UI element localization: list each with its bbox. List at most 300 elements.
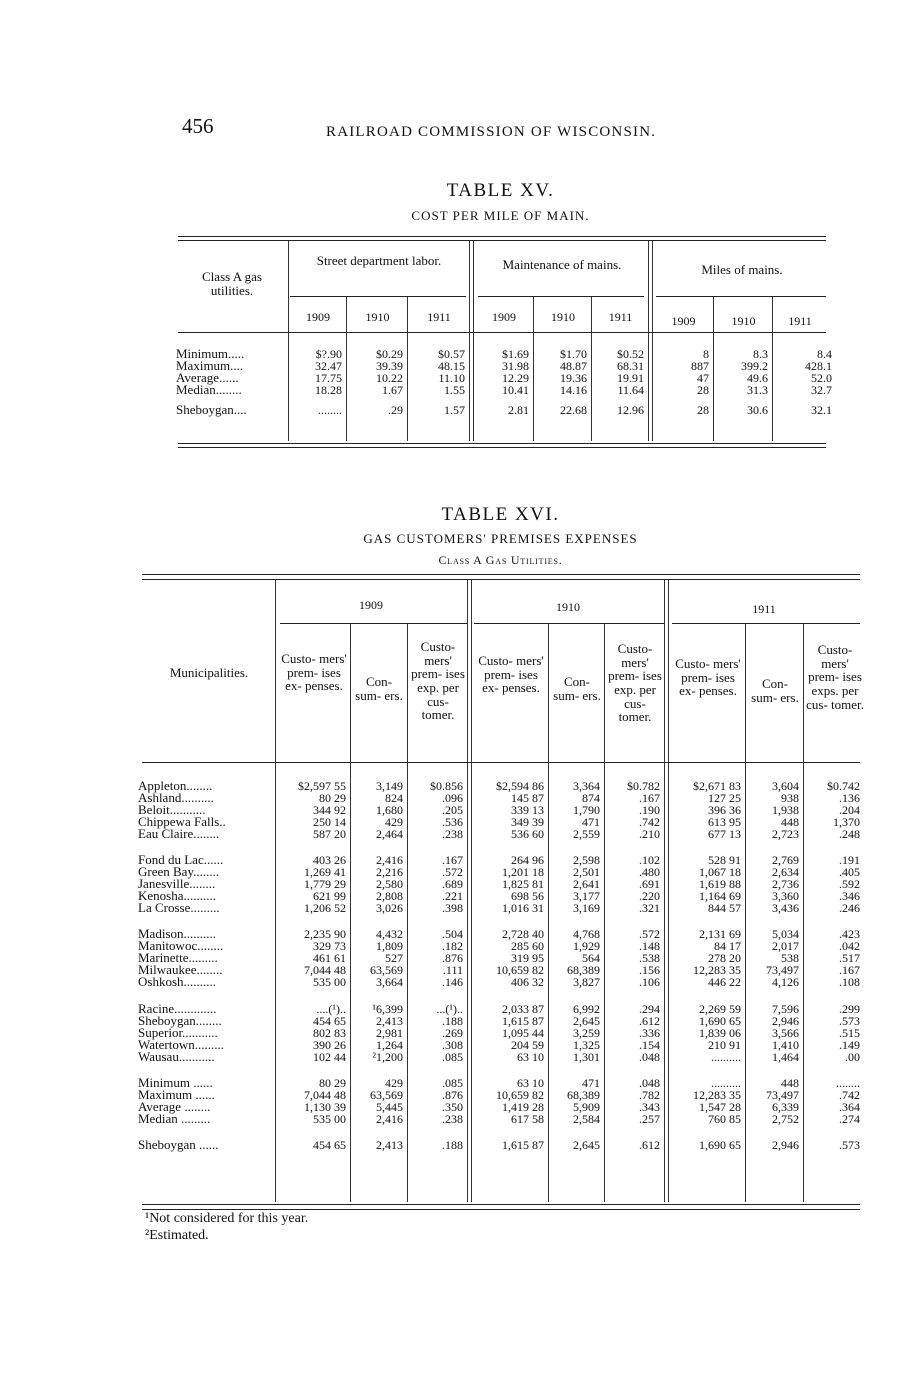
page-number: 456 <box>182 114 214 138</box>
table-cell: 617 58 <box>511 1112 544 1126</box>
table-cell: .204 <box>839 803 860 817</box>
row-label: Minimum..... <box>176 346 245 361</box>
table-cell: 2,641 <box>573 877 600 891</box>
table-cell: .308 <box>442 1038 463 1052</box>
table-cell: 1.67 <box>382 383 403 397</box>
year-label: 1911 <box>752 602 776 616</box>
table-cell: 145 87 <box>511 791 544 805</box>
table-cell: .612 <box>639 1014 660 1028</box>
table-cell: .048 <box>639 1076 660 1090</box>
table16-body <box>138 780 864 1151</box>
table-cell: $2,671 83 <box>693 779 741 793</box>
year-label: 1910 <box>365 310 390 324</box>
table-cell: 2,598 <box>573 853 600 867</box>
table-cell: .29 <box>388 403 403 417</box>
table-cell: 4,768 <box>573 927 600 941</box>
table-cell: .876 <box>442 1088 463 1102</box>
table-cell: .096 <box>442 791 463 805</box>
table-cell: 3,259 <box>573 1026 600 1040</box>
table-cell: 2,645 <box>573 1014 600 1028</box>
table-cell: .167 <box>442 853 463 867</box>
table-cell: 68.31 <box>617 359 644 373</box>
row-label: Milwaukee........ <box>138 962 223 977</box>
table-cell: .257 <box>639 1112 660 1126</box>
row-label: Marinette......... <box>138 950 218 965</box>
table-cell: $0.782 <box>627 779 660 793</box>
table-cell: 19.91 <box>617 371 644 385</box>
table-cell: 1,067 18 <box>699 865 741 879</box>
table-cell: 1,164 69 <box>699 889 741 903</box>
table-cell: 11.64 <box>617 383 644 397</box>
table-cell: ....(¹).. <box>316 1002 346 1016</box>
table-cell: 538 <box>781 951 799 965</box>
table-cell: .294 <box>639 1002 660 1016</box>
table-cell: 22.68 <box>560 403 587 417</box>
table-cell: 3,827 <box>573 975 600 989</box>
row-label: Sheboygan.... <box>176 402 247 417</box>
table-cell: 2,033 87 <box>502 1002 544 1016</box>
table-row <box>138 1051 864 1063</box>
table-cell: 2,645 <box>573 1138 600 1152</box>
table16-title: TABLE XVI. <box>441 504 560 525</box>
table-cell: .167 <box>839 963 860 977</box>
table-row <box>138 792 864 804</box>
table-cell: 448 <box>781 815 799 829</box>
rule <box>656 296 826 297</box>
table-cell: 84 17 <box>714 939 741 953</box>
table-cell: 564 <box>582 951 600 965</box>
table-cell: 2,501 <box>573 865 600 879</box>
table-cell: 210 91 <box>708 1038 741 1052</box>
table-cell: 446 22 <box>708 975 741 989</box>
table-cell: .188 <box>442 1138 463 1152</box>
row-label: Sheboygan ...... <box>138 1137 219 1152</box>
table-cell: $1.69 <box>502 347 529 361</box>
table-cell: 1,269 41 <box>304 865 346 879</box>
table-cell: .154 <box>639 1038 660 1052</box>
table-cell: .00 <box>845 1050 860 1064</box>
table-cell: 760 85 <box>708 1112 741 1126</box>
table-cell: 2,580 <box>376 877 403 891</box>
table-cell: 6,339 <box>772 1100 799 1114</box>
table-cell: 7,596 <box>772 1002 799 1016</box>
row-label: Appleton........ <box>138 778 213 793</box>
table-cell: 1,790 <box>573 803 600 817</box>
column-header: Custo- mers' prem- ises ex- penses. <box>478 653 544 696</box>
table-cell: 63,569 <box>370 963 403 977</box>
table-row <box>176 404 836 416</box>
table-cell: 1,619 88 <box>699 877 741 891</box>
table-cell: 2,216 <box>376 865 403 879</box>
table-cell: 1,464 <box>772 1050 799 1064</box>
table-cell: 698 56 <box>511 889 544 903</box>
table-cell: 406 32 <box>511 975 544 989</box>
table-cell: .572 <box>639 927 660 941</box>
table-cell: .085 <box>442 1076 463 1090</box>
table-cell: .106 <box>639 975 660 989</box>
table-cell: 2,017 <box>772 939 799 953</box>
table-cell: .246 <box>839 901 860 915</box>
table-cell: .188 <box>442 1014 463 1028</box>
table-cell: 824 <box>385 791 403 805</box>
table-cell: 14.16 <box>560 383 587 397</box>
table-cell: .612 <box>639 1138 660 1152</box>
row-label: Ashland.......... <box>138 790 214 805</box>
year-label: 1911 <box>427 310 451 324</box>
table-cell: 1,690 65 <box>699 1014 741 1028</box>
table-cell: 396 36 <box>708 803 741 817</box>
table-row <box>138 964 864 976</box>
row-label: Oshkosh.......... <box>138 974 217 989</box>
row-label: Minimum ...... <box>138 1075 213 1090</box>
table-cell: 2,946 <box>772 1014 799 1028</box>
table-row <box>138 1039 864 1051</box>
table-cell: .085 <box>442 1050 463 1064</box>
table-cell: 10,659 82 <box>496 1088 544 1102</box>
table-cell: 874 <box>582 791 600 805</box>
running-head: RAILROAD COMMISSION OF WISCONSIN. <box>326 124 657 140</box>
table-cell: 8.4 <box>817 347 832 361</box>
table-cell: 536 60 <box>511 827 544 841</box>
table-cell: .274 <box>839 1112 860 1126</box>
table-cell: .042 <box>839 939 860 953</box>
table-row <box>138 780 864 792</box>
year-label: 1909 <box>306 310 330 324</box>
table-cell: 802 83 <box>313 1026 346 1040</box>
table-cell: .336 <box>639 1026 660 1040</box>
footnote: ¹Not considered for this year. <box>145 1211 309 1226</box>
table-cell: 4,126 <box>772 975 799 989</box>
table-cell: .108 <box>839 975 860 989</box>
column-header: Con- sum- ers. <box>553 674 601 703</box>
year-label: 1909 <box>492 310 516 324</box>
table-cell: 10,659 82 <box>496 963 544 977</box>
table-cell: .......... <box>711 1076 741 1090</box>
table-cell: 127 25 <box>708 791 741 805</box>
table15-subtitle: COST PER MILE OF MAIN. <box>411 208 590 223</box>
row-label: Madison.......... <box>138 926 216 941</box>
table-row <box>138 866 864 878</box>
table-cell: 7,044 48 <box>304 1088 346 1102</box>
table-cell: 63 10 <box>517 1076 544 1090</box>
table-cell: 448 <box>781 1076 799 1090</box>
rule <box>178 447 826 448</box>
table-cell: .136 <box>839 791 860 805</box>
table-cell: 102 44 <box>313 1050 346 1064</box>
table-cell: .102 <box>639 853 660 867</box>
table-row <box>138 902 864 914</box>
table-cell: 2,416 <box>376 1112 403 1126</box>
table-cell: 11.10 <box>438 371 465 385</box>
table-cell: 48.87 <box>560 359 587 373</box>
table-cell: 2,752 <box>772 1112 799 1126</box>
table-cell: 339 13 <box>511 803 544 817</box>
table-cell: 2,584 <box>573 1112 600 1126</box>
table-cell: 52.0 <box>811 371 832 385</box>
table-cell: 2,464 <box>376 827 403 841</box>
table-cell: 2,559 <box>573 827 600 841</box>
table-cell: $1.70 <box>560 347 587 361</box>
rule <box>280 623 468 624</box>
table-row <box>138 1089 864 1101</box>
year-label: 1909 <box>671 314 696 328</box>
table-cell: 7,044 48 <box>304 963 346 977</box>
table-cell: 1,201 18 <box>502 865 544 879</box>
table-cell: 535 00 <box>313 1112 346 1126</box>
table-cell: 1.55 <box>444 383 465 397</box>
table-cell: 12,283 35 <box>693 1088 741 1102</box>
footnote: ²Estimated. <box>145 1228 209 1243</box>
table-cell: 2,808 <box>376 889 403 903</box>
table-cell: 2,634 <box>772 865 799 879</box>
table-cell: 390 26 <box>313 1038 346 1052</box>
table-cell: 527 <box>385 951 403 965</box>
row-label: Maximum ...... <box>138 1087 215 1102</box>
table-cell: 17.75 <box>315 371 342 385</box>
table-cell: 1,839 06 <box>699 1026 741 1040</box>
table-cell: 461 61 <box>313 951 346 965</box>
table-row <box>138 828 864 840</box>
table-cell: 2,413 <box>376 1014 403 1028</box>
column-header: Con- sum- ers. <box>355 674 403 703</box>
table-row <box>138 976 864 988</box>
table-cell: .689 <box>442 877 463 891</box>
table-cell: 2.81 <box>508 403 529 417</box>
table-cell: 621 99 <box>313 889 346 903</box>
table-cell: 535 00 <box>313 975 346 989</box>
table-row <box>138 1113 864 1125</box>
table-cell: 10.41 <box>502 383 529 397</box>
table-cell: 1,301 <box>573 1050 600 1064</box>
table-cell: .191 <box>839 853 860 867</box>
year-label: 1910 <box>556 600 580 614</box>
table-cell: 6,992 <box>573 1002 600 1016</box>
row-label: Maximum.... <box>176 358 244 373</box>
table-cell: .346 <box>839 889 860 903</box>
table-cell: 63 10 <box>517 1050 544 1064</box>
table-cell: ........ <box>318 403 342 417</box>
table-cell: 8 <box>703 347 709 361</box>
table-cell: 887 <box>691 359 709 373</box>
year-label: 1910 <box>731 314 756 328</box>
table-cell: 344 92 <box>313 803 346 817</box>
table-cell: 30.6 <box>747 403 768 417</box>
table-cell: 1,016 31 <box>502 901 544 915</box>
table-cell: 204 59 <box>511 1038 544 1052</box>
table-cell: 10.22 <box>376 371 403 385</box>
table-cell: .742 <box>839 1088 860 1102</box>
table-cell: .536 <box>442 815 463 829</box>
table-cell: 3,566 <box>772 1026 799 1040</box>
rule <box>178 332 826 333</box>
table-cell: .269 <box>442 1026 463 1040</box>
row-label: Sheboygan........ <box>138 1013 222 1028</box>
table-cell: 2,413 <box>376 1138 403 1152</box>
year-label: 1910 <box>551 310 575 324</box>
table-cell: 429 <box>385 1076 403 1090</box>
table-cell: 63,569 <box>370 1088 403 1102</box>
table-cell: .182 <box>442 939 463 953</box>
table-cell: 403 26 <box>313 853 346 867</box>
table-cell: 47 <box>697 371 709 385</box>
table-cell: 32.7 <box>811 383 832 397</box>
table-cell: $0.29 <box>376 347 403 361</box>
row-label: Wausau........... <box>138 1049 215 1064</box>
table-cell: 677 13 <box>708 827 741 841</box>
table-cell: 1,690 65 <box>699 1138 741 1152</box>
row-label: Average ........ <box>138 1099 211 1114</box>
table-cell: 68,389 <box>567 1088 600 1102</box>
table-cell: 19.36 <box>560 371 587 385</box>
table-cell: .220 <box>639 889 660 903</box>
table-cell: .321 <box>639 901 660 915</box>
table-row <box>138 940 864 952</box>
table-cell: 1,095 44 <box>502 1026 544 1040</box>
table-cell: .343 <box>639 1100 660 1114</box>
table-cell: ...(¹).. <box>436 1002 463 1016</box>
table-cell: ¹6,399 <box>372 1002 403 1016</box>
table-cell: .876 <box>442 951 463 965</box>
row-label: La Crosse......... <box>138 900 220 915</box>
table-cell: $0.856 <box>430 779 463 793</box>
table-cell: $0.57 <box>438 347 465 361</box>
table-cell: 429 <box>385 815 403 829</box>
table-cell: 12.96 <box>617 403 644 417</box>
row-label: Eau Claire........ <box>138 826 220 841</box>
row-label: Average...... <box>176 370 239 385</box>
table15-body <box>176 348 836 416</box>
table-cell: 31.98 <box>502 359 529 373</box>
table-cell: .148 <box>639 939 660 953</box>
table15-group-header: Street department labor. <box>316 253 442 268</box>
rule <box>142 762 860 763</box>
row-label: Watertown......... <box>138 1037 224 1052</box>
table-cell: 1,419 28 <box>502 1100 544 1114</box>
table-cell: 28 <box>697 383 709 397</box>
table-cell: 428.1 <box>805 359 832 373</box>
table-cell: .691 <box>639 877 660 891</box>
table-cell: 3,177 <box>573 889 600 903</box>
rule <box>142 574 860 575</box>
table-cell: 1,809 <box>376 939 403 953</box>
table-cell: .350 <box>442 1100 463 1114</box>
table-cell: 3,604 <box>772 779 799 793</box>
table-cell: 1,547 28 <box>699 1100 741 1114</box>
year-label: 1911 <box>788 314 812 328</box>
table-cell: .......... <box>711 1050 741 1064</box>
rule <box>178 236 826 237</box>
table-cell: 3,360 <box>772 889 799 903</box>
table-cell: 28 <box>697 403 709 417</box>
table-cell: .149 <box>839 1038 860 1052</box>
table-cell: 5,445 <box>376 1100 403 1114</box>
table-cell: .167 <box>639 791 660 805</box>
table-cell: 587 20 <box>313 827 346 841</box>
row-label: Kenosha.......... <box>138 888 216 903</box>
table-cell: 454 65 <box>313 1138 346 1152</box>
table-cell: 5,034 <box>772 927 799 941</box>
table-cell: 329 73 <box>313 939 346 953</box>
table-cell: 48.15 <box>438 359 465 373</box>
column-header: Custo- mers' prem- ises exps. per cus- tomer. <box>806 642 864 712</box>
table-cell: .480 <box>639 865 660 879</box>
table-cell: 3,664 <box>376 975 403 989</box>
table-cell: 1,264 <box>376 1038 403 1052</box>
table-cell: 2,235 90 <box>304 927 346 941</box>
table-cell: .742 <box>639 815 660 829</box>
table-cell: .205 <box>442 803 463 817</box>
table-cell: 250 14 <box>313 815 346 829</box>
table-cell: .238 <box>442 827 463 841</box>
table-cell: 2,769 <box>772 853 799 867</box>
table-cell: 2,131 69 <box>699 927 741 941</box>
table-cell: 1,370 <box>833 815 860 829</box>
table-cell: .190 <box>639 803 660 817</box>
table-cell: 31.3 <box>747 383 768 397</box>
table-cell: .538 <box>639 951 660 965</box>
table-cell: 32.47 <box>315 359 342 373</box>
table-cell: 1,615 87 <box>502 1138 544 1152</box>
row-label: Fond du Lac...... <box>138 852 224 867</box>
year-label: 1911 <box>608 310 633 324</box>
table-cell: .592 <box>839 877 860 891</box>
table-cell: 73,497 <box>766 963 799 977</box>
table-cell: 349 39 <box>511 815 544 829</box>
table-cell: 399.2 <box>741 359 768 373</box>
table-cell: 938 <box>781 791 799 805</box>
table-cell: 1,779 29 <box>304 877 346 891</box>
table16-subtitle: GAS CUSTOMERS' PREMISES EXPENSES <box>363 531 638 546</box>
table-cell: 5,909 <box>573 1100 600 1114</box>
table-row <box>138 890 864 902</box>
column-header: Custo- mers' prem- ises ex- penses. <box>675 656 741 699</box>
table-cell: 2,723 <box>772 827 799 841</box>
table-cell: 2,736 <box>772 877 799 891</box>
row-label: Median ......... <box>138 1111 211 1126</box>
table-row <box>138 1139 864 1151</box>
table-row <box>138 1003 864 1015</box>
table-cell: ²1,200 <box>372 1050 403 1064</box>
table-cell: .572 <box>442 865 463 879</box>
table-cell: 12,283 35 <box>693 963 741 977</box>
table-row <box>138 804 864 816</box>
table-row <box>138 928 864 940</box>
table-cell: .221 <box>442 889 463 903</box>
rule <box>178 240 826 241</box>
column-header: Custo- mers' prem- ises exp. per cus- tomer. <box>608 641 662 725</box>
table-cell: 3,364 <box>573 779 600 793</box>
rule <box>142 579 860 580</box>
table-cell: .423 <box>839 927 860 941</box>
table-cell: 1,929 <box>573 939 600 953</box>
table-cell: .782 <box>639 1088 660 1102</box>
table-cell: .238 <box>442 1112 463 1126</box>
table-cell: .517 <box>839 951 860 965</box>
table-cell: 49.6 <box>747 371 768 385</box>
rule <box>478 296 644 297</box>
table-cell: 1,410 <box>772 1038 799 1052</box>
table-cell: 2,416 <box>376 853 403 867</box>
table-cell: $2,597 55 <box>298 779 346 793</box>
year-label: 1909 <box>359 598 383 612</box>
table15-group-header: Miles of mains. <box>701 262 783 277</box>
table-cell: 3,436 <box>772 901 799 915</box>
rule <box>178 443 826 444</box>
table-cell: 2,269 59 <box>699 1002 741 1016</box>
table-cell: $?.90 <box>315 347 342 361</box>
table-cell: .515 <box>839 1026 860 1040</box>
rule <box>474 623 664 624</box>
